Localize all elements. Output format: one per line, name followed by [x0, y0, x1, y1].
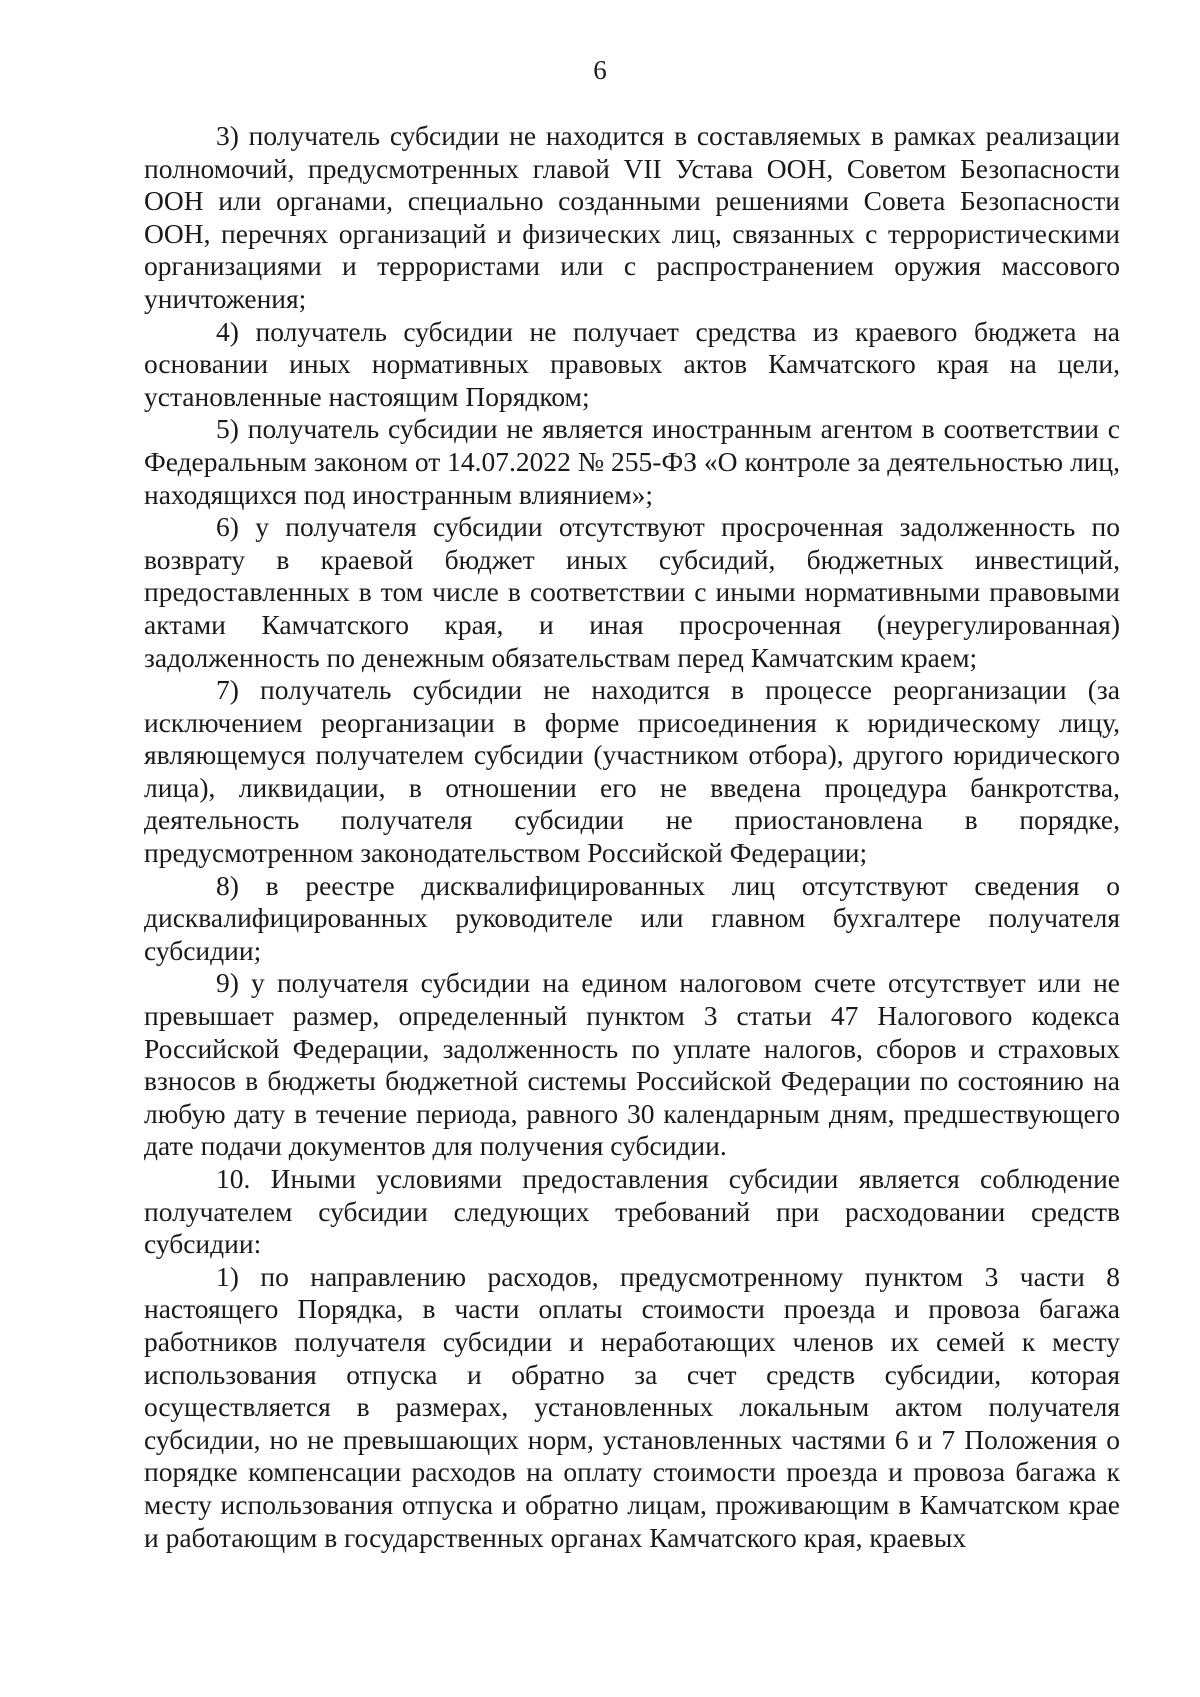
paragraph-item-4: 4) получатель субсидии не получает средства из краевого бюджета на основании иных нормативных правовых актов Камчатского края на цели, установленные настоящим Порядком;	[144, 315, 1120, 412]
paragraph-item-8: 8) в реестре дисквалифицированных лиц отсутствуют сведения о дисквалифицированных руководителе или главном бухгалтере получателя субсидии;	[144, 869, 1120, 966]
paragraph-item-1: 1) по направлению расходов, предусмотренному пунктом 3 части 8 настоящего Порядка, в части оплаты стоимости проезда и провоза багажа работников получателя субсидии и неработающих членов их семей к месту использования отпуска и обратно за счет средств субсидии, которая осуществляется в размерах, установленных локальным актом получателя субсидии, но не превышающих норм, установленных частями 6 и 7 Положения о порядке компенсации расходов на оплату стоимости проезда и провоза багажа к месту использования отпуска и обратно лицам, проживающим в Камчатском крае и работающим в государственных органах Камчатского края, краевых	[144, 1260, 1120, 1553]
paragraph-item-3: 3) получатель субсидии не находится в составляемых в рамках реализации полномочий, предусмотренных главой VII Устава ООН, Советом Безопасности ООН или органами, специально созданными решениями Совета Безопасности ООН, перечнях организаций и физических лиц, связанных с террористическими организациями и террористами или с распространением оружия массового уничтожения;	[144, 120, 1120, 314]
paragraph-part-10: 10. Иными условиями предоставления субсидии является соблюдение получателем субсидии следующих требований при расходовании средств субсидии:	[144, 1163, 1120, 1260]
document-body	[144, 120, 1120, 1554]
paragraph-item-5: 5) получатель субсидии не является иностранным агентом в соответствии с Федеральным законом от 14.07.2022 № 255-ФЗ «О контроле за деятельностью лиц, находящихся под иностранным влиянием»;	[144, 413, 1120, 510]
paragraph-item-7: 7) получатель субсидии не находится в процессе реорганизации (за исключением реорганизации в форме присоединения к юридическому лицу, являющемуся получателем субсидии (участником отбора), другого юридического лица), ликвидации, в отношении его не введена процедура банкротства, деятельность получателя субсидии не приостановлена в порядке, предусмотренном законодательством Российской Федерации;	[144, 674, 1120, 869]
paragraph-item-9: 9) у получателя субсидии на едином налоговом счете отсутствует или не превышает размер, определенный пунктом 3 статьи 47 Налогового кодекса Российской Федерации, задолженность по уплате налогов, сборов и страховых взносов в бюджеты бюджетной системы Российской Федерации по состоянию на любую дату в течение периода, равного 30 календарным дням, предшествующего дате подачи документов для получения субсидии.	[144, 967, 1120, 1162]
paragraph-item-6: 6) у получателя субсидии отсутствуют просроченная задолженность по возврату в краевой бюджет иных субсидий, бюджетных инвестиций, предоставленных в том числе в соответствии с иными нормативными правовыми актами Камчатского края, и иная просроченная (неурегулированная) задолженность по денежным обязательствам перед Камчатским краем;	[144, 511, 1120, 673]
page-number: 6	[593, 55, 607, 85]
